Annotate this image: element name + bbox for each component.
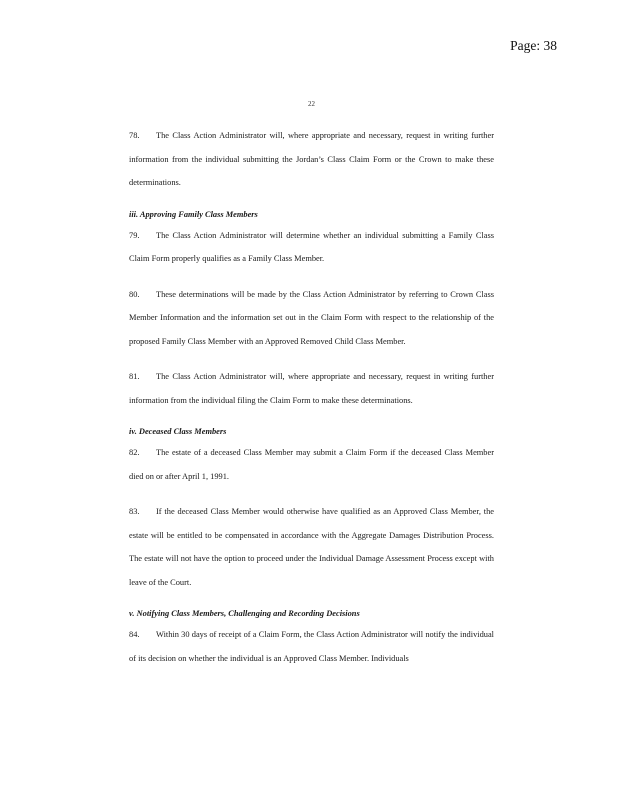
paragraph-83 [129,500,494,594]
paragraph-84 [129,623,494,670]
paragraph-79 [129,224,494,271]
document-body [129,124,494,670]
paragraph-number: 84. [129,630,140,639]
paragraph-80 [129,283,494,354]
paragraph-text: Within 30 days of receipt of a Claim Form, the Class Action Administrator will notify the individual of its decision on whether the individual is an Approved Class Member. Individuals [129,630,494,663]
paragraph-text: The estate of a deceased Class Member may submit a Claim Form if the deceased Class Member died on or after April 1, 1991. [129,448,494,481]
paragraph-text: These determinations will be made by the Class Action Administrator by referring to Crown Class Member Information and the information set out in the Claim Form with respect to the relationship of the proposed Family Class Member with an Approved Removed Child Class Member. [129,289,494,346]
paragraph-number: 82. [129,448,140,457]
paragraph-text: The Class Action Administrator will determine whether an individual submitting a Family Class Claim Form properly qualifies as a Family Class Member. [129,230,494,263]
section-heading-iv: iv. Deceased Class Members [129,427,227,436]
section-heading-v: v. Notifying Class Members, Challenging and Recording Decisions [129,609,360,618]
paragraph-number: 78. [129,131,140,140]
paragraph-82 [129,441,494,488]
section-heading-iii: iii. Approving Family Class Members [129,209,258,219]
paragraph-text: The Class Action Administrator will, where appropriate and necessary, request in writing further information from the individual submitting the Jordan’s Class Claim Form or the Crown to make these determinations. [129,131,494,187]
paragraph-81 [129,365,494,412]
paragraph-number: 81. [129,372,140,381]
paragraph-number: 80. [129,289,140,299]
paragraph-text: If the deceased Class Member would otherwise have qualified as an Approved Class Member, the estate will be entitled to be compensated in accordance with the Aggregate Damages Distribution Process. The estate will not have the option to proceed under the Individual Damage Assessment Process except with leave of the Court. [129,507,494,587]
paragraph-text: The Class Action Administrator will, where appropriate and necessary, request in writing further information from the individual filing the Claim Form to make these determinations. [129,372,494,405]
page-number: 22 [308,100,315,108]
paragraph-78 [129,124,494,195]
page-label: Page: 38 [510,38,557,53]
paragraph-number: 79. [129,230,140,240]
paragraph-number: 83. [129,507,140,516]
